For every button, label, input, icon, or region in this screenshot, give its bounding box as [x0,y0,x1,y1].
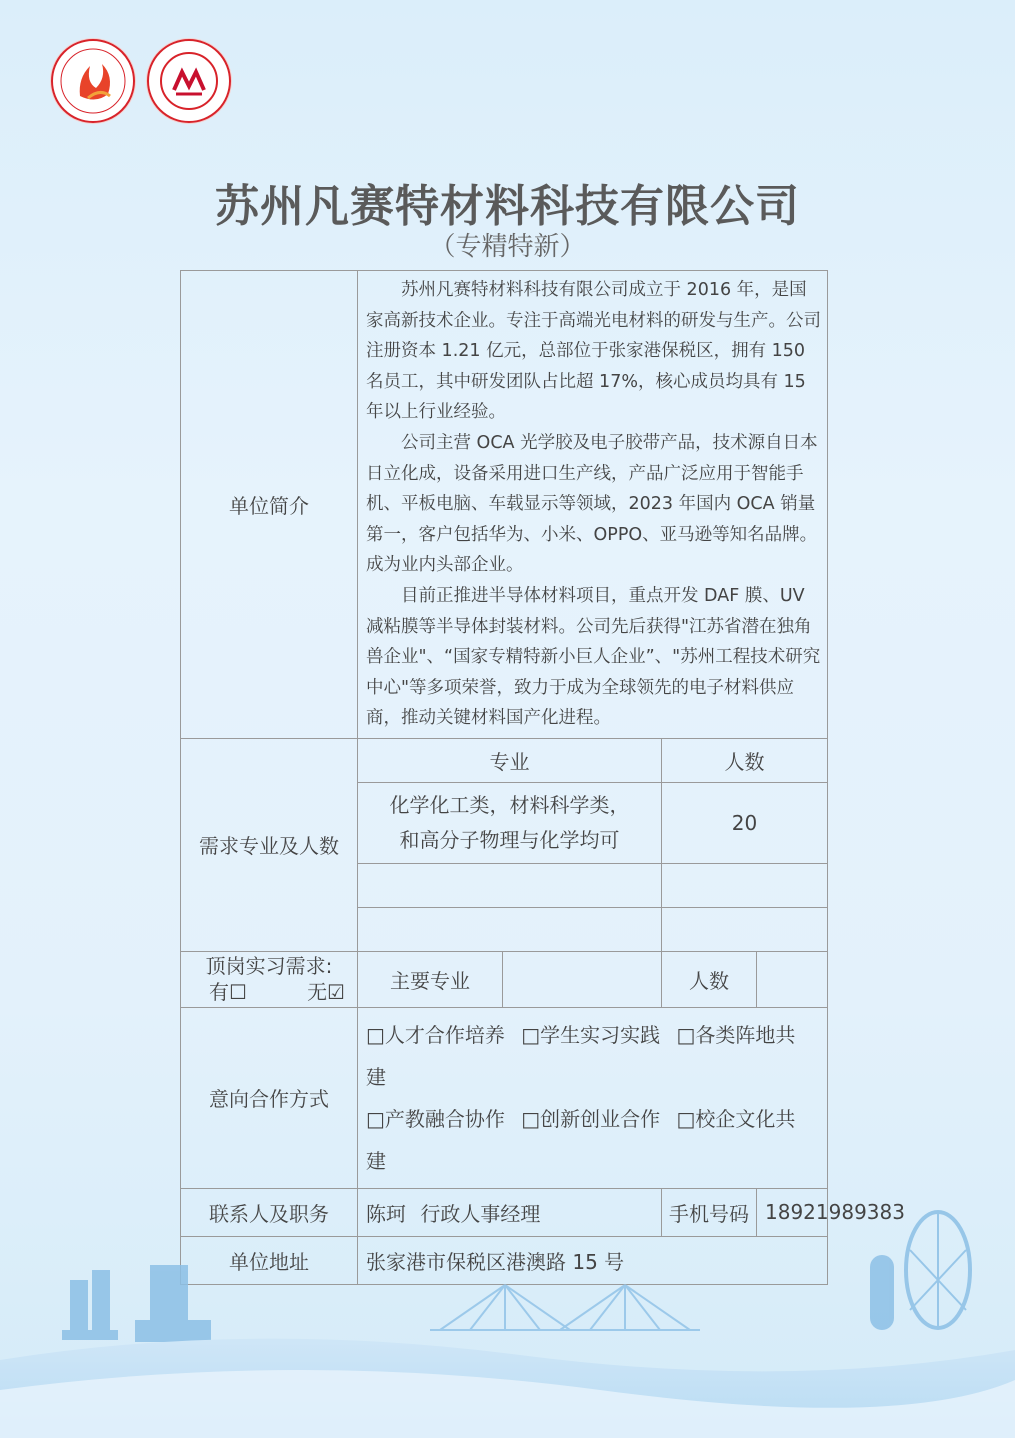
demand-major-empty [358,907,662,951]
internship-options [181,979,357,1005]
contact-position: 行政人事经理 [420,1201,541,1226]
internship-major-label: 主要专业 [358,951,503,1007]
internship-major-value [503,951,662,1007]
event-logo [50,38,136,124]
cooperation-option[interactable]: □各类阵地共建 [366,1022,796,1089]
cooperation-option[interactable]: □创新创业合作 [521,1106,661,1131]
cooperation-option[interactable]: □产教融合协作 [366,1106,505,1131]
cooperation-option[interactable]: □人才合作培养 [366,1022,505,1047]
demand-count-header: 人数 [662,738,828,782]
demand-label: 需求专业及人数 [181,738,358,951]
page-subtitle: （专精特新） [429,232,586,262]
contact-name: 陈珂 [366,1201,406,1226]
internship-cell [181,951,358,1007]
intro-paragraph: 目前正推进半导体材料项目，重点开发 DAF 膜、UV 减粘膜等半导体封装材料。公司先后获得"江苏省潜在独角兽企业"、“国家专精特新小巨人企业”、"苏州工程技术研究中心"等多项荣誉，致力于成为全球领先的电子材料供应商，推动关键材料国产化进程。 [366,585,821,729]
cooperation-option[interactable]: □学生实习实践 [521,1022,661,1047]
demand-count-empty [662,907,828,951]
forum-logo [146,38,232,124]
demand-major-header: 专业 [358,738,662,782]
demand-major-empty [358,863,662,907]
contact-label: 联系人及职务 [181,1188,358,1236]
page-title: 苏州凡赛特材料科技有限公司 [215,181,800,232]
intro-paragraph: 公司主营 OCA 光学胶及电子胶带产品，技术源自日本日立化成，设备采用进口生产线，产品广泛应用于智能手机、平板电脑、车载显示等领域，2023 年国内 OCA 销量第一，客户包括华为、小米、OPPO、亚马逊等知名品牌。成为业内头部企业。 [366,432,818,576]
demand-count-cell: 20 [662,782,828,863]
cooperation-option[interactable]: □校企文化共建 [366,1106,796,1173]
address-value: 张家港市保税区港澳路 15 号 [358,1236,828,1284]
intro-label: 单位简介 [181,271,358,739]
demand-count-empty [662,863,828,907]
address-label: 单位地址 [181,1236,358,1284]
cooperation-label: 意向合作方式 [181,1007,358,1188]
demand-major-line: 化学化工类，材料科学类， [389,792,630,817]
cooperation-options [358,1007,828,1188]
demand-major-cell [358,782,662,863]
company-info-table [180,270,905,1285]
internship-yes-checkbox[interactable]: 有☐ [209,980,247,1005]
demand-major-line: 和高分子物理与化学均可 [399,827,620,852]
internship-count-value [757,951,828,1007]
internship-count-label: 人数 [662,951,757,1007]
phone-label: 手机号码 [662,1188,757,1236]
intro-paragraph: 苏州凡赛特材料科技有限公司成立于 2016 年，是国家高新技术企业。专注于高端光电材料的研发与生产。公司注册资本 1.21 亿元，总部位于张家港保税区，拥有 150 名员工，其中研发团队占比超 17%，核心成员均具有 15 年以上行业经验。 [366,280,821,423]
intro-text [358,271,828,739]
logo-group [50,38,232,124]
phone-number: 18921989383 [757,1188,828,1236]
internship-no-checkbox[interactable]: 无☑ [307,980,345,1005]
city-skyline-illustration [0,1190,1015,1438]
internship-label: 顶岗实习需求: [205,954,333,979]
